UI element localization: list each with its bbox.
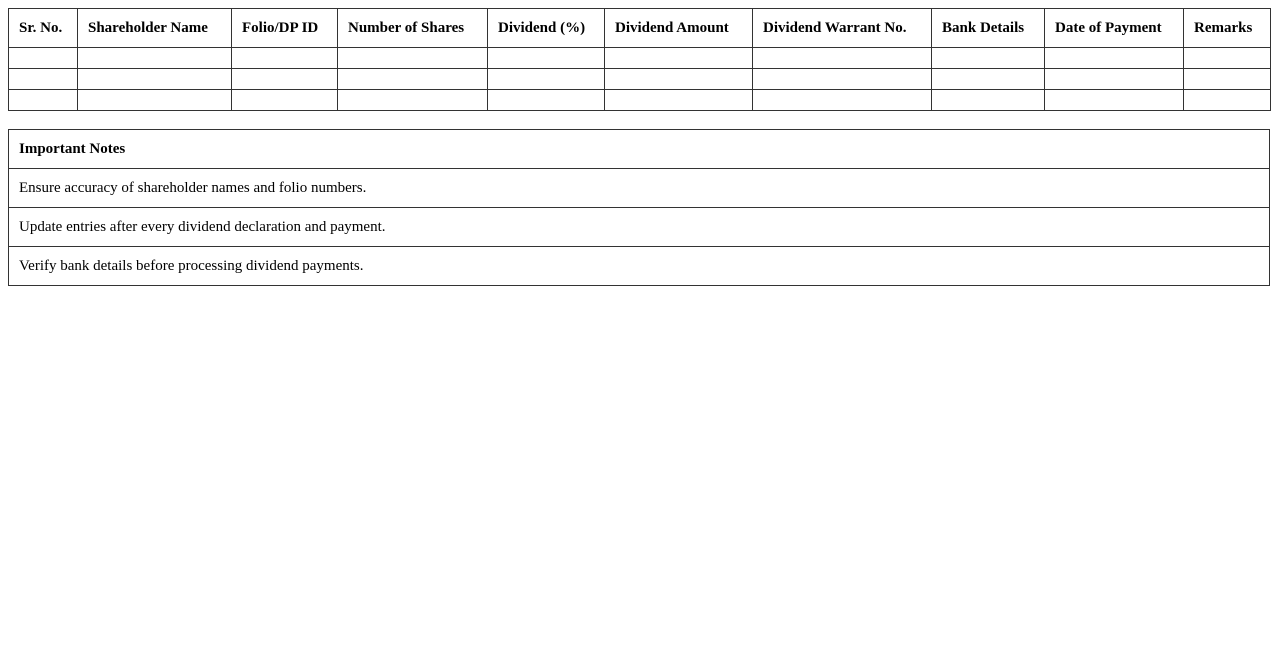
table-cell (78, 69, 232, 90)
table-cell (753, 69, 932, 90)
table-cell (232, 48, 338, 69)
table-cell (338, 90, 488, 111)
column-header-date-of-payment: Date of Payment (1045, 9, 1184, 48)
column-header-remarks: Remarks (1184, 9, 1271, 48)
table-cell (488, 48, 605, 69)
notes-item-row (9, 208, 1270, 247)
table-cell (78, 90, 232, 111)
table-cell (932, 90, 1045, 111)
column-header-sr-no: Sr. No. (9, 9, 78, 48)
note-item: Update entries after every dividend declaration and payment. (9, 208, 1270, 247)
table-cell (605, 48, 753, 69)
table-cell (1184, 90, 1271, 111)
column-header-number-of-shares: Number of Shares (338, 9, 488, 48)
column-header-dividend-amount: Dividend Amount (605, 9, 753, 48)
table-cell (9, 69, 78, 90)
dividend-register-table (8, 8, 1271, 111)
table-cell (1184, 69, 1271, 90)
column-header-dividend-warrant-no: Dividend Warrant No. (753, 9, 932, 48)
notes-item-row (9, 169, 1270, 208)
table-cell (1045, 69, 1184, 90)
table-cell (488, 69, 605, 90)
table-cell (1184, 48, 1271, 69)
table-row (9, 48, 1271, 69)
table-cell (1045, 90, 1184, 111)
notes-item-row (9, 247, 1270, 286)
table-cell (753, 90, 932, 111)
notes-heading: Important Notes (9, 130, 1270, 169)
table-row (9, 90, 1271, 111)
table-cell (78, 48, 232, 69)
table-cell (1045, 48, 1184, 69)
column-header-shareholder-name: Shareholder Name (78, 9, 232, 48)
table-cell (753, 48, 932, 69)
table-header-row (9, 9, 1271, 48)
table-cell (232, 69, 338, 90)
table-cell (932, 48, 1045, 69)
table-cell (9, 90, 78, 111)
column-header-bank-details: Bank Details (932, 9, 1045, 48)
table-cell (605, 69, 753, 90)
table-cell (488, 90, 605, 111)
important-notes-table (8, 129, 1270, 286)
table-cell (932, 69, 1045, 90)
column-header-dividend-percent: Dividend (%) (488, 9, 605, 48)
table-row (9, 69, 1271, 90)
column-header-folio-dp-id: Folio/DP ID (232, 9, 338, 48)
note-item: Ensure accuracy of shareholder names and folio numbers. (9, 169, 1270, 208)
table-cell (9, 48, 78, 69)
table-cell (605, 90, 753, 111)
table-cell (338, 48, 488, 69)
note-item: Verify bank details before processing dividend payments. (9, 247, 1270, 286)
notes-heading-row (9, 130, 1270, 169)
table-cell (232, 90, 338, 111)
table-cell (338, 69, 488, 90)
